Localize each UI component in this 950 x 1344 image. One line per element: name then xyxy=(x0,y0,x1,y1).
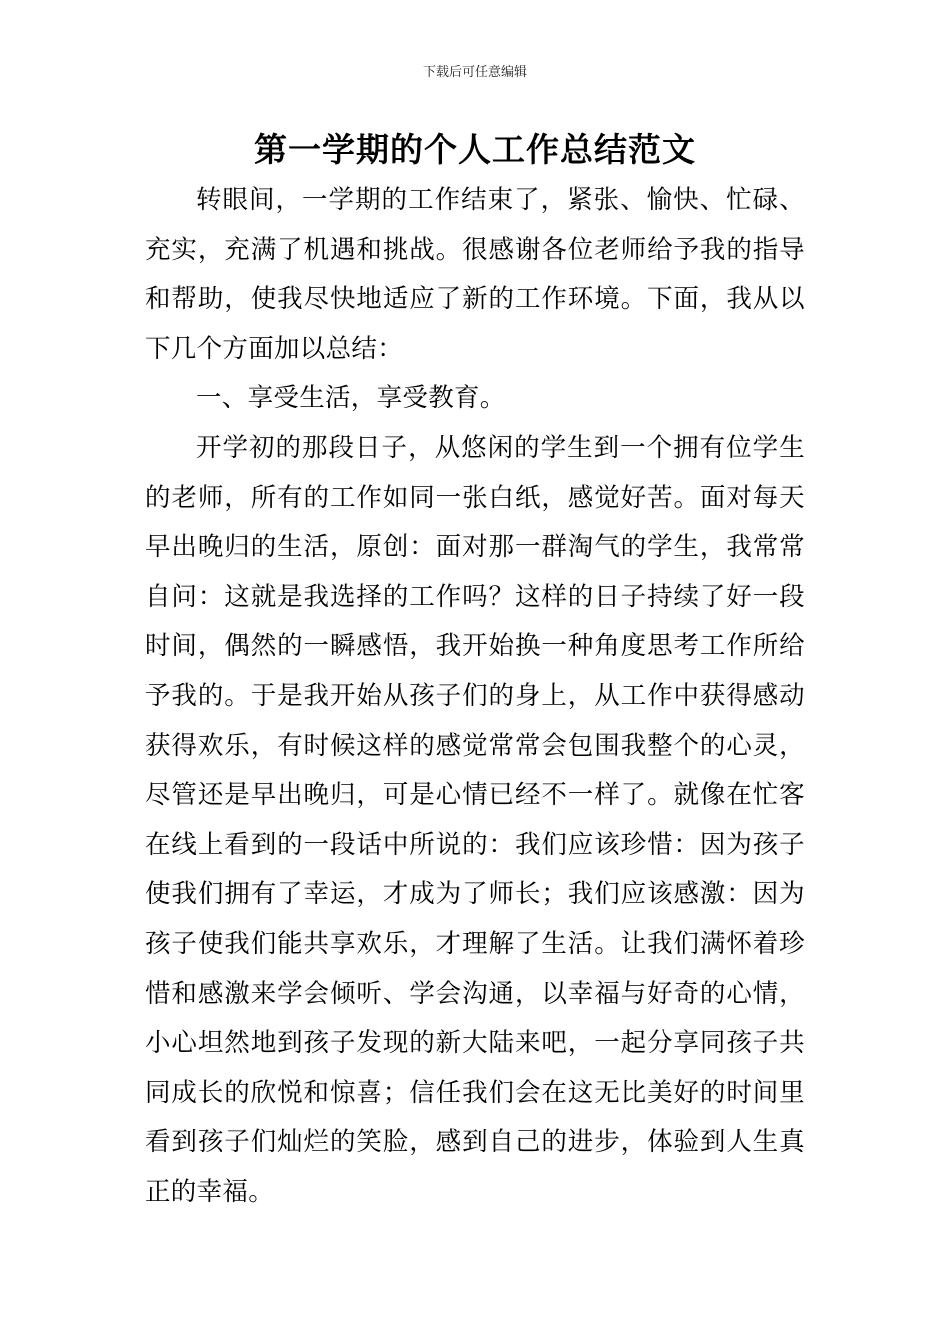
document-body xyxy=(145,176,805,1217)
paragraph-main: 开学初的那段日子，从悠闲的学生到一个拥有位学生的老师，所有的工作如同一张白纸，感觉好苦。面对每天早出晚归的生活，原创：面对那一群淘气的学生，我常常自问：这就是我选择的工作吗？这样的日子持续了好一段时间，偶然的一瞬感悟，我开始换一种角度思考工作所给予我的。于是我开始从孩子们的身上，从工作中获得感动获得欢乐，有时候这样的感觉常常会包围我整个的心灵，尽管还是早出晚归，可是心情已经不一样了。就像在忙客在线上看到的一段话中所说的：我们应该珍惜：因为孩子使我们拥有了幸运，才成为了师长；我们应该感激：因为孩子使我们能共享欢乐，才理解了生活。让我们满怀着珍惜和感激来学会倾听、学会沟通，以幸福与好奇的心情，小心坦然地到孩子发现的新大陆来吧，一起分享同孩子共同成长的欣悦和惊喜；信任我们会在这无比美好的时间里看到孩子们灿烂的笑脸，感到自己的进步，体验到人生真正的幸福。 xyxy=(145,432,805,1207)
document-title: 第一学期的个人工作总结范文 xyxy=(254,130,696,169)
paragraph-intro: 转眼间，一学期的工作结束了，紧张、愉快、忙碌、充实，充满了机遇和挑战。很感谢各位老师给予我的指导和帮助，使我尽快地适应了新的工作环境。下面，我从以下几个方面加以总结： xyxy=(145,185,805,364)
section-heading: 一、享受生活，享受教育。 xyxy=(196,383,506,414)
header-note: 下载后可任意编辑 xyxy=(422,65,527,80)
